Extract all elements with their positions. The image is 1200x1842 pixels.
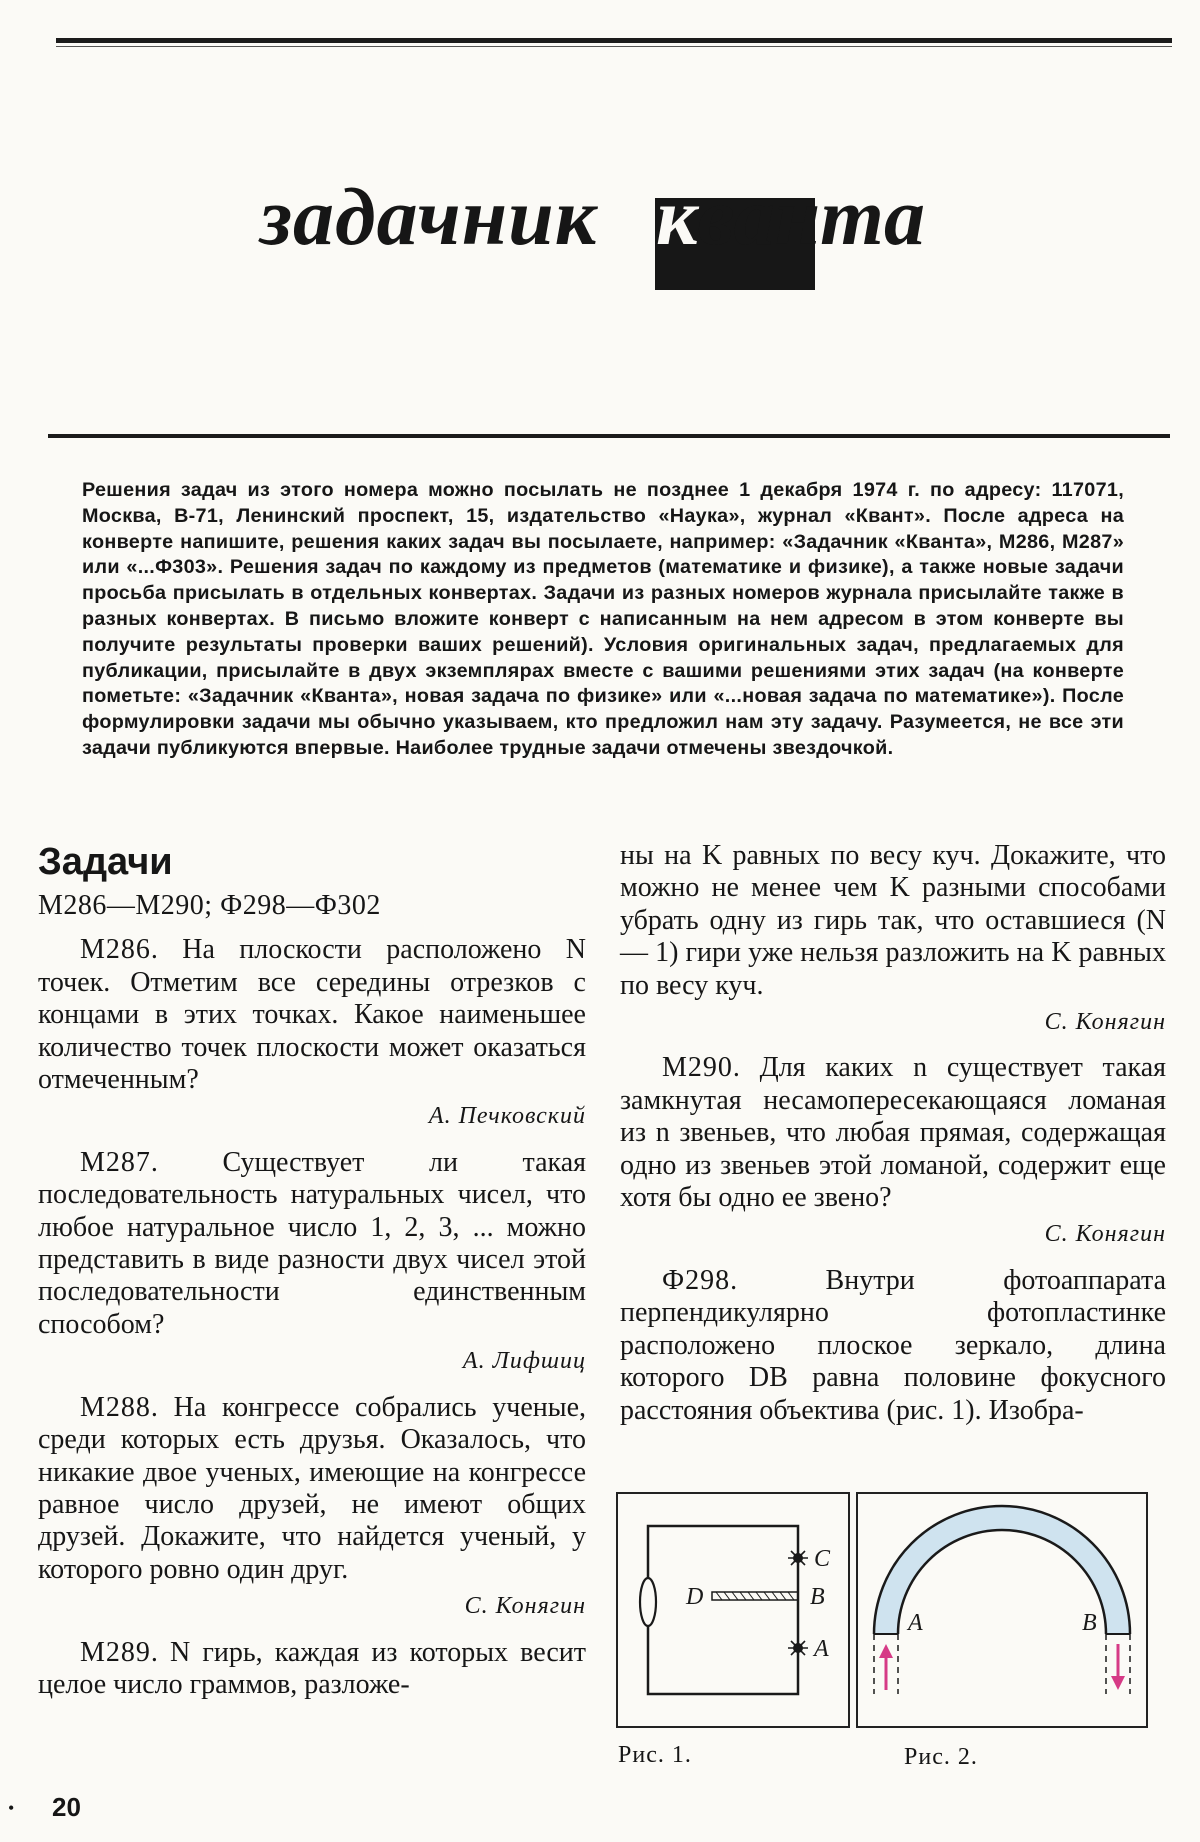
- right-column: [620, 840, 1166, 1431]
- problem-m290: М290. Для каких n существует такая замкнутая несамопересекающаяся ломаная из n звеньев, что любая прямая, содержащая одно из звеньев этой ломаной, содержит еще хотя бы одно ее звено?: [620, 1052, 1167, 1214]
- label-d: D: [686, 1584, 704, 1610]
- label-b: B: [810, 1584, 825, 1610]
- problem-author: А. Лифшиц: [462, 1348, 586, 1375]
- mirror-hatch: [772, 1592, 778, 1600]
- problem-id: М289: [80, 1636, 151, 1668]
- mirror-hatch: [764, 1592, 770, 1600]
- top-rule: [56, 38, 1172, 43]
- section-range: М286—М290; Ф298—Ф302: [38, 890, 381, 921]
- problem-m289-continued: ны на K равных по весу куч. Докажите, что можно не менее чем K разными способами убрать одну из гирь так, что оставшиеся (N — 1) гири уже нельзя разложить на K равных по весу куч.: [620, 840, 1166, 1001]
- problem-f298: Ф298. Внутри фотоаппарата перпендикулярно фотопластинке расположено плоское зеркало, длина которого DB равна половине фокусного расстояния объектива (рис. 1). Изобра-: [620, 1264, 1166, 1426]
- problem-m288: М288. На конгрессе собрались ученые, среди которых есть друзья. Оказалось, что никакие двое ученых, имеющие на конгрессе равное число друзей, не имеют общих друзей. Докажите, что найдется ученый, у которого ровно один друг.: [38, 1391, 586, 1585]
- mirror-hatch: [788, 1592, 794, 1600]
- mirror-hatch: [732, 1592, 738, 1600]
- problem-id: М287: [80, 1146, 151, 1178]
- lens-icon: [640, 1578, 656, 1626]
- label-c: C: [814, 1546, 831, 1572]
- arrow-down-icon: [1111, 1644, 1125, 1690]
- figure-2-caption: Рис. 2.: [904, 1744, 978, 1770]
- section-title: Задачи: [38, 841, 173, 883]
- mirror-hatch: [724, 1592, 730, 1600]
- figure-2-drawing: [858, 1494, 1146, 1726]
- problem-id: Ф298: [662, 1264, 731, 1296]
- problem-m287: М287. Существует ли такая последовательность натуральных чисел, что любое натуральное число 1, 2, 3, ... можно представить в виде разности двух чисел этой последовательности единственным способом?: [38, 1146, 587, 1340]
- problem-author: А. Печковский: [428, 1103, 586, 1130]
- star-point-a-icon: [788, 1638, 808, 1658]
- problem-text: N гирь, каждая из которых весит целое число граммов, разложе-: [38, 1636, 586, 1700]
- intro-paragraph: Решения задач из этого номера можно посылать не позднее 1 декабря 1974 г. по адресу: 117071, Москва, В-71, Ленинский проспект, 15, издательство «Наука», журнал «Квант». После адреса на конверте напишите, решения каких задач вы посылаете, например: «Задачник «Кванта», М286, М287» или «...Ф303». Решения задач по каждому из предметов (математике и физике), а также новые задачи просьба присылать в отдельных конвертах. Задачи из разных номеров журнала присылайте также в разных конвертах. В письмо вложите конверт с написанным на нем адресом в этом конверте вы получите результаты проверки ваших решений). Условия оригинальных задач, предлагаемых для публикации, присылайте в двух экземплярах вместе с вашими решениями этих задач (на конверте пометьте: «Задачник «Кванта», новая задача по физике» или «...новая задача по математике»). После формулировки задачи мы обычно указываем, кто предложил нам эту задачу. Разумеется, не все эти задачи публикуются впервые. Наиболее трудные задачи отмечены звездочкой.: [82, 479, 1124, 759]
- arrow-up-icon: [879, 1644, 893, 1690]
- problem-text: Внутри фотоаппарата перпендикулярно фотопластинке расположено плоское зеркало, длина которого DB равна половине фокусного расстояния объектива (рис. 1). Изобра-: [620, 1264, 1166, 1426]
- mirror-hatch: [780, 1592, 786, 1600]
- problem-text: На плоскости расположено N точек. Отметим все середины отрезков с концами в этих точках. Какое наименьшее количество точек плоскости может оказаться отмеченным?: [38, 934, 586, 1096]
- label-a: A: [814, 1636, 829, 1662]
- page-number: 20: [52, 1792, 81, 1822]
- problem-m286: М286. На плоскости расположено N точек. Отметим все середины отрезков с концами в этих точках. Какое наименьшее количество точек плоскости может оказаться отмеченным?: [38, 934, 586, 1096]
- margin-dot: •: [8, 1798, 15, 1818]
- left-column: [38, 840, 586, 1705]
- problem-author: С. Конягин: [1044, 1221, 1166, 1248]
- problem-id: М290: [662, 1052, 733, 1084]
- problem-id: М286: [80, 934, 151, 966]
- figure-1-drawing: [618, 1494, 848, 1726]
- star-point-c-icon: [788, 1548, 808, 1568]
- problem-author: С. Конягин: [464, 1593, 586, 1620]
- figure-1-caption: Рис. 1.: [618, 1742, 692, 1768]
- mirror-hatch: [748, 1592, 754, 1600]
- label-b: B: [1082, 1610, 1097, 1636]
- masthead-word-rest: ванта: [697, 171, 925, 262]
- label-a: A: [908, 1610, 923, 1636]
- section-rule: [48, 434, 1170, 438]
- problem-text: На конгрессе собрались ученые, среди которых есть друзья. Оказалось, что никакие двое ученых, имеющие на конгрессе равное число друзей, не имеют общих друзей. Докажите, что найдется ученый, у которого ровно один друг.: [38, 1391, 586, 1585]
- masthead-word-kvanta: [656, 170, 925, 264]
- top-rule-thin: [56, 46, 1172, 47]
- problem-author: С. Конягин: [1044, 1009, 1166, 1036]
- figure-2: [856, 1492, 1148, 1728]
- problem-text: Существует ли такая последовательность натуральных чисел, что любое натуральное число 1, 2, 3, ... можно представить в виде разности двух чисел этой последовательности единственным способом?: [38, 1146, 587, 1340]
- mirror-hatch: [756, 1592, 762, 1600]
- masthead: [260, 150, 980, 300]
- masthead-k-letter: к: [656, 171, 698, 262]
- camera-body: [648, 1526, 798, 1694]
- problem-id: М288: [80, 1391, 151, 1423]
- masthead-word-zadachnik: задачник: [260, 171, 598, 262]
- problem-m289: М289. N гирь, каждая из которых весит целое число граммов, разложе-: [38, 1636, 586, 1700]
- figure-1: [616, 1492, 850, 1728]
- problem-text: Для каких n существует такая замкнутая несамопересекающаяся ломаная из n звеньев, что любая прямая, содержащая одно из звеньев этой ломаной, содержит еще хотя бы одно ее звено?: [620, 1052, 1167, 1214]
- mirror-hatch: [740, 1592, 746, 1600]
- mirror-hatch: [716, 1592, 722, 1600]
